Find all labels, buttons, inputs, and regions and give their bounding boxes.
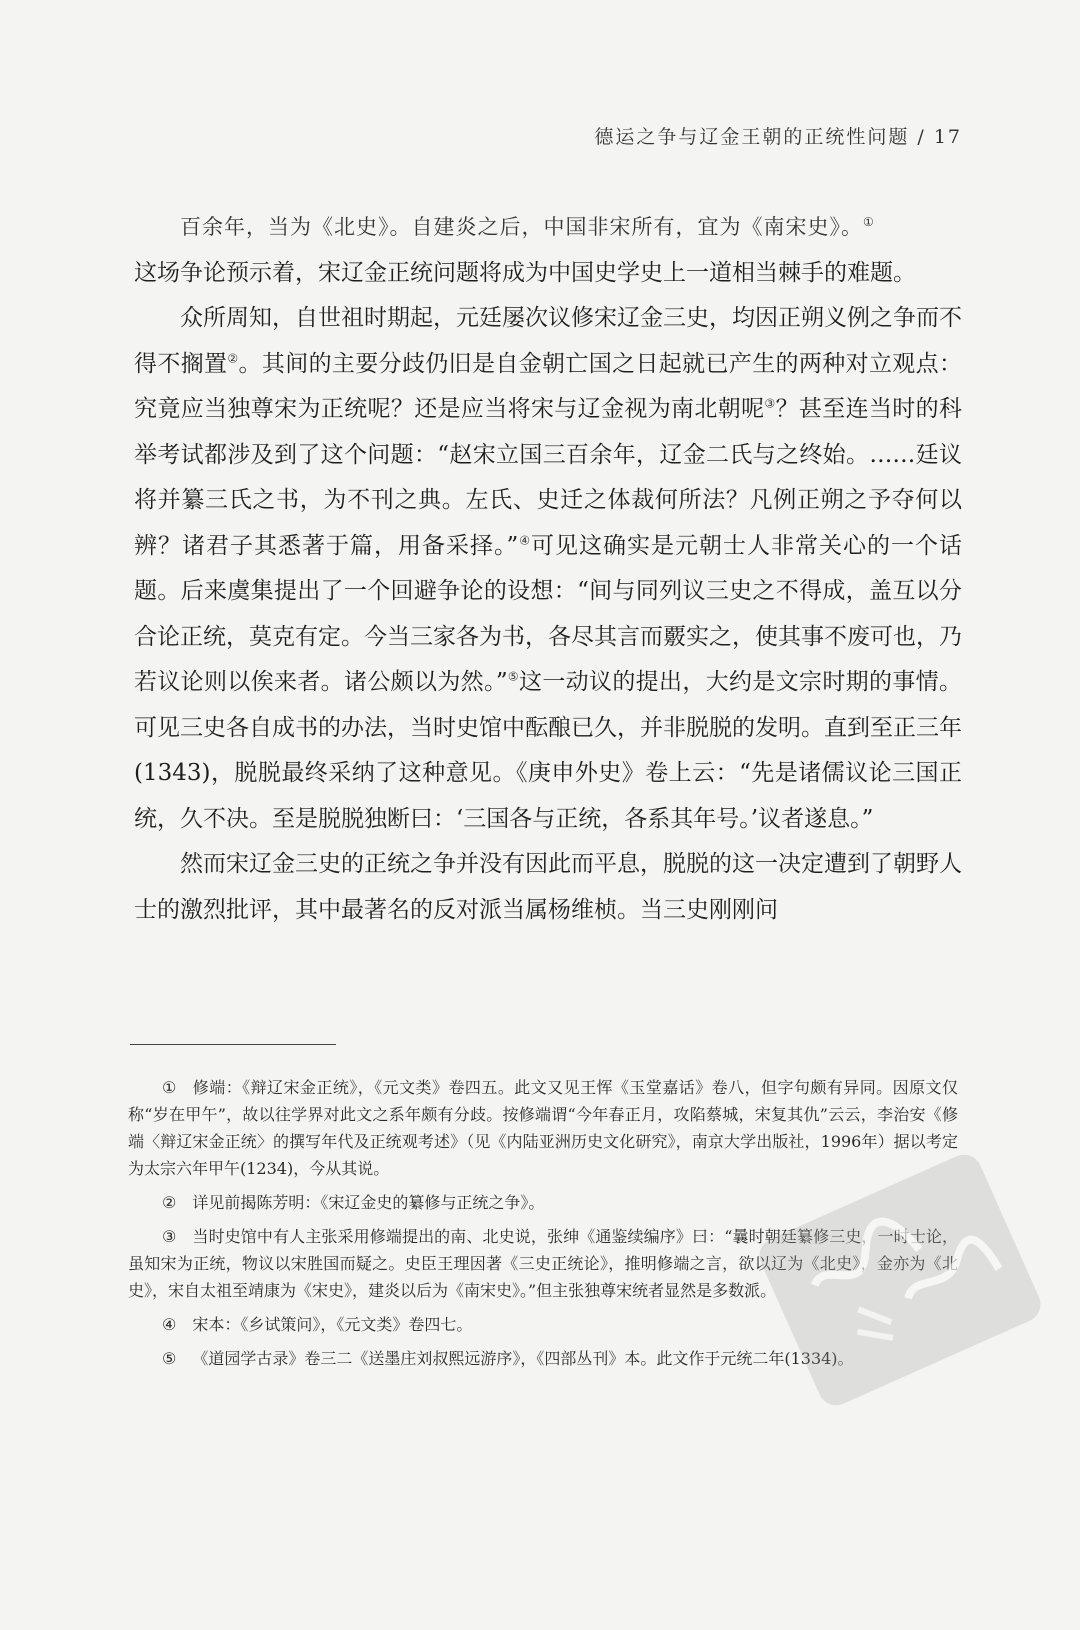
paragraph-2-part-d: 可见这确实是元朝士人非常关心的一个话题。后来虞集提出了一个回避争论的设想：“间与同列议三史之不得成，盖互以分合论正统，莫克有定。今当三家各为书，各尽其言而覈实之，使其事不废可也，乃若议论则以俟来者。诸公颇以为然。” — [134, 532, 963, 695]
footnote-ref-1: ① — [863, 215, 875, 229]
paragraph-2-part-e: 这一动议的提出，大约是文宗时期的事情。可见三史各自成书的办法，当时史馆中酝酿已久，并非脱脱的发明。直到至正三年(1343)，脱脱最终采纳了这种意见。《庚申外史》卷上云：“先是诸儒议论三国正统，久不决。至是脱脱独断曰：‘三国各与正统，各系其年号。’议者遂息。” — [134, 669, 963, 832]
header-separator: / — [917, 126, 926, 148]
footnote-ref-2: ② — [227, 350, 239, 365]
footnote-ref-5: ⑤ — [507, 669, 520, 684]
footnote-1 — [128, 1074, 958, 1182]
footnote-text: 修端：《辩辽宋金正统》，《元文类》卷四五。此文又见王恽《玉堂嘉话》卷八，但字句颇有异同。因原文仅称“岁在甲午”，故以往学界对此文之系年颇有分歧。按修端谓“今年春正月，攻陷蔡城，宋复其仇”云云，李治安《修端〈辩辽宋金正统〉的撰写年代及正统观考述》（见《内陆亚洲历史文化研究》，南京大学出版社，1996年）据以考定为太宗六年甲午(1234)，今从其说。 — [128, 1078, 958, 1178]
paragraph-2-part-b: 。其间的主要分歧仍旧是自金朝亡国之日起就已产生的两种对立观点：究竟应当独尊宋为正统呢？还是应当将宋与辽金视为南北朝呢 — [134, 350, 963, 422]
paragraph-2-part-a: 众所周知，自世祖时期起，元廷屡次议修宋辽金三史，均因正朔义例之争而不得不搁置 — [134, 305, 962, 377]
footnote-text: 详见前揭陈芳明：《宋辽金史的纂修与正统之争》。 — [192, 1193, 545, 1212]
footnote-ref-3: ③ — [764, 396, 776, 411]
footnote-text: 宋本：《乡试策问》，《元文类》卷四七。 — [192, 1315, 473, 1334]
paragraph-2 — [134, 296, 962, 842]
quote-text: 百余年，当为《北史》。自建炎之后，中国非宋所有，宜为《南宋史》。 — [180, 215, 863, 239]
quote-continuation — [134, 205, 962, 251]
footnote-mark: ⑤ — [162, 1349, 177, 1368]
footnote-text: 当时史馆中有人主张采用修端提出的南、北史说，张绅《通鉴续编序》曰：“曩时朝廷纂修三史，一时士论，虽知宋为正统，物议以宋胜国而疑之。史臣王理因著《三史正统论》，推明修端之言，欲以辽为《北史》，金亦为《北史》，宋自太祖至靖康为《宋史》，建炎以后为《南宋史》。”但主张独尊宋统者显然是多数派。 — [128, 1227, 959, 1300]
footnote-mark: ④ — [162, 1315, 177, 1334]
footnote-ref-4: ④ — [518, 532, 532, 547]
page-number: 17 — [933, 126, 962, 148]
footnote-mark: ② — [162, 1193, 177, 1212]
running-header — [594, 122, 962, 149]
footnote-divider — [130, 1044, 336, 1045]
main-text — [134, 205, 962, 933]
running-title: 德运之争与辽金王朝的正统性问题 — [594, 126, 910, 148]
footnote-text: 《道园学古录》卷三二《送墨庄刘叔熙远游序》，《四部丛刊》本。此文作于元统二年(1334)。 — [192, 1349, 854, 1368]
paragraph-2-part-c: ？甚至连当时的科举考试都涉及到了这个问题：“赵宋立国三百余年，辽金二氏与之终始。……廷议将并纂三氏之书，为不刊之典。左氏、史迁之体裁何所法？凡例正朔之予夺何以辨？诸君子其悉著于篇，用备采择。” — [134, 396, 963, 559]
footnote-mark: ① — [162, 1078, 177, 1097]
paragraph-3: 然而宋辽金三史的正统之争并没有因此而平息，脱脱的这一决定遭到了朝野人士的激烈批评，其中最著名的反对派当属杨维桢。当三史刚刚问 — [134, 851, 962, 923]
footnote-mark: ③ — [162, 1227, 177, 1246]
paragraph-1: 这场争论预示着，宋辽金正统问题将成为中国史学史上一道相当棘手的难题。 — [134, 259, 916, 286]
